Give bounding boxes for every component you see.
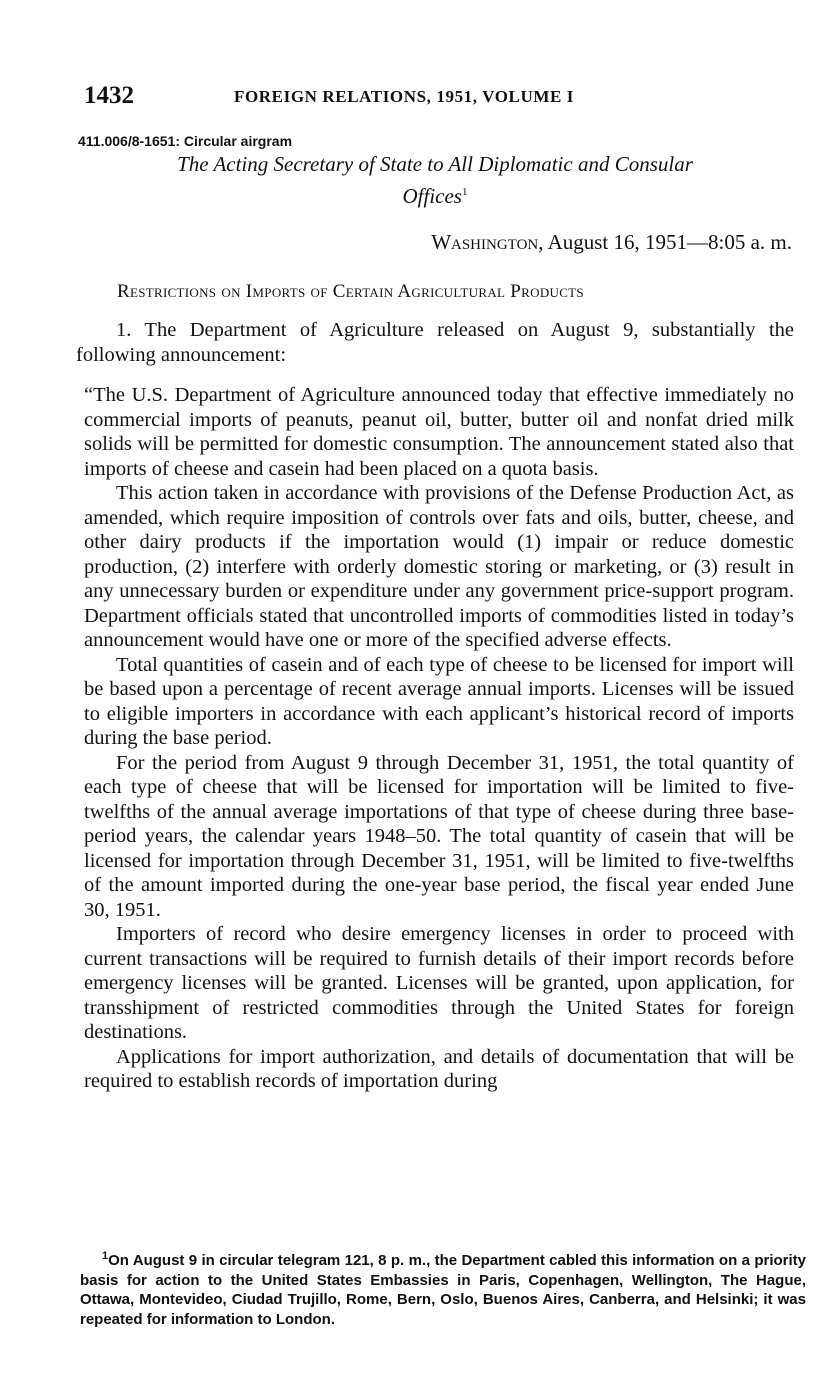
document-title (150, 150, 720, 210)
page-number: 1432 (84, 82, 134, 109)
quote-paragraph: “The U.S. Department of Agriculture announced today that effective immediately no commercial imports of peanuts, peanut oil, butter, butter oil and nonfat dried milk solids will be permitted for domestic consumption. The announcement stated also that imports of cheese and casein had been placed on a quota basis. (84, 384, 794, 480)
quote-paragraph: Importers of record who desire emergency licenses in order to proceed with current transactions will be required to furnish details of their import records before emergency licenses will be granted. Licenses will be granted, upon application, for transshipment of restricted commodities through the United States for foreign destinations. (84, 923, 794, 1043)
title-footnote-mark: 1 (461, 186, 468, 198)
quote-paragraph: Applications for import authorization, and details of documentation that will be required to establish records of importation during (84, 1045, 794, 1092)
dateline (300, 230, 792, 255)
quote-paragraph: For the period from August 9 through December 31, 1951, the total quantity of each type of cheese that will be licensed for importation will be limited to five-twelfths of the annual average importations of that type of cheese during three base-period years, the calendar years 1948–50. The total quantity of casein that will be licensed for importation through December 31, 1951, will be limited to five-twelfths of the amount imported during the one-year base period, the fiscal year ended June 30, 1951. (84, 751, 794, 921)
dateline-place: Washington, (431, 230, 544, 254)
file-reference: 411.006/8-1651: Circular airgram (78, 133, 293, 149)
quote-paragraph: Total quantities of casein and of each type of cheese to be licensed for import will be based upon a percentage of recent average annual imports. Licenses will be issued to eligible importers in accordance with each applicant’s historical record of imports during the base period. (84, 653, 794, 749)
dateline-date: August 16, 1951—8:05 a. m. (547, 230, 792, 254)
subject-heading: Restrictions on Imports of Certain Agricultural Products (117, 281, 584, 302)
footnote-mark: 1 (102, 1250, 109, 1262)
footnote (80, 1247, 806, 1329)
footnote-text: On August 9 in circular telegram 121, 8 p. m., the Department cabled this information on a priority basis for action to the United States Embassies in Paris, Copenhagen, Wellington, The Hague, Ottawa, Montevideo, Ciudad Trujillo, Rome, Bern, Oslo, Buenos Aires, Canberra, and Helsinki; it was repeated for information to London. (80, 1252, 806, 1328)
intro-paragraph: 1. The Department of Agriculture released on August 9, substantially the following announcement: (76, 319, 794, 366)
body-text (76, 318, 794, 1094)
page-header (84, 82, 644, 112)
document-title-text: The Acting Secretary of State to All Diplomatic and Consular Offices (177, 152, 693, 208)
quote-paragraph: This action taken in accordance with provisions of the Defense Production Act, as amended, which require imposition of controls over fats and oils, butter, cheese, and other dairy products if the importation would (1) impair or reduce domestic production, (2) interfere with orderly domestic storing or marketing, or (3) result in any unnecessary burden or expenditure under any government price-support program. Department officials stated that uncontrolled imports of commodities listed in today’s announcement would have one or more of the specified adverse effects. (84, 482, 794, 651)
running-head: FOREIGN RELATIONS, 1951, VOLUME I (234, 87, 574, 106)
